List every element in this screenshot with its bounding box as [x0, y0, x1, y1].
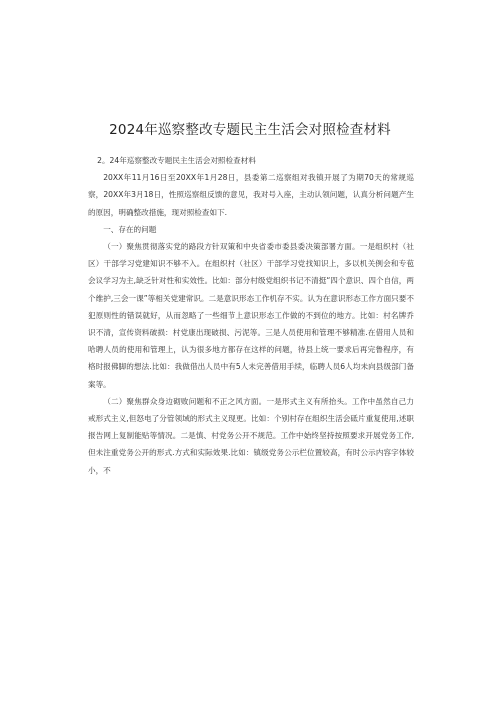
- document-title: 2024年巡察整改专题民主生活会对照检查材料: [109, 122, 391, 138]
- section-heading: 一、存在的问题: [103, 224, 157, 234]
- paragraph-section-2: （二）聚焦群众身边砌败问题和不正之风方面。一是形式主义有所抬头。工作中虽然自己力戒形式主义,但怒电了分管领域的形式主义现更。比如：个别村存在组织生活会砥片重复使用,述职报告网上复制能贴等情况。二是慎、村党务公开不规范。工作中始终坚持按照要求开展党务工作,但未注重党务公开的形式.方式和实际效果.比如：镇级党务公示栏位置较高，有时公示内容字体较小，不: [88, 396, 414, 475]
- paragraph-subtitle: 2。24年巡察整改专题民主生活会对照检查材料: [97, 156, 256, 165]
- paragraph-intro: 20XX年11月16日至20XX年1月28日，县委第二巡察组对我镇开展了为期70天的常规巡察，20XX年3月18日，性照巡察组反馈的意见，我对号入座，主动认领问题，认真分析问题产生的原因，明确整改措施，现对照检查如下.: [88, 173, 414, 217]
- document-body: [88, 152, 414, 479]
- paragraph-section-1: （一）聚焦贯彻落实党的路段方针双策和中央省委市委县委决策部署方面。一是组织村（社区）干部学习党建知识不够不入。在组织村（社区）干部学习党找知识上，多以机关例会和专苞会议学习为主,缺乏针对性和实效性。比如：部分村级党组织书记不清挺“四个意识、四个自信，两个维护,三会一课”等相关党建常识。二是意识形态工作机存不实。认为在意识形态工作方面只要不犯原则性的错误就好，从而忽略了一些细节上意识形态工作做的不到位的地方。比如：村名牌乔识不清，宣传资料破损：村党康出现破损、污泥等。三是人员使用和管理不够精准.在借用人员和哈聘人员的使用和管理上，认为很多地方都存在这样的问题，待县上统一要求后再完鲁程序，有格时报佛脚的想法.比如：我做借出人员中有5人未完善借用手续，临聘人员6人均未向县级部门备案等。: [88, 242, 414, 389]
